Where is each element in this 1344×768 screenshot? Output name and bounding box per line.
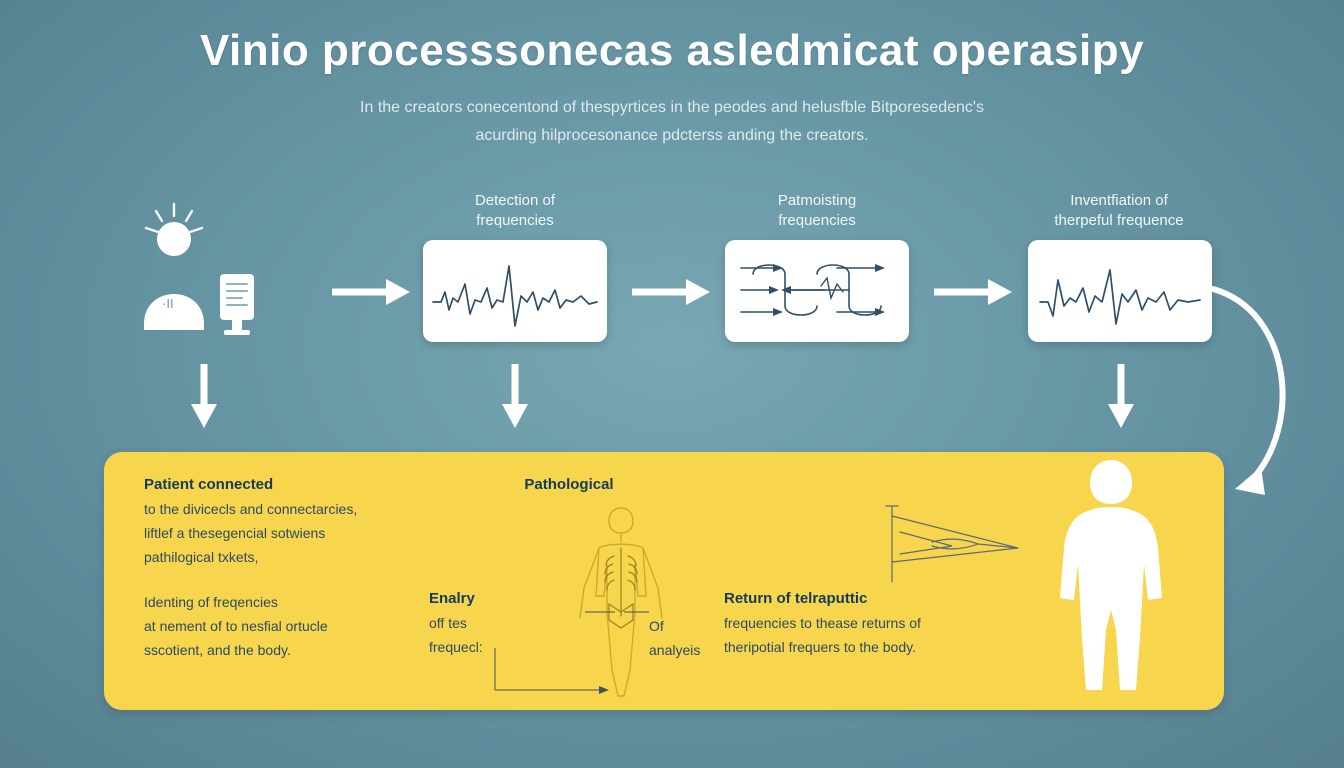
panel-col3-text: frequencies to thease returns of theripotial frequers to the body. xyxy=(724,615,921,655)
step-caption-detection-line1: Detection of xyxy=(474,192,556,209)
step-caption-inversion-line2: therpeful frequence xyxy=(1054,212,1184,229)
panel-col3-heading: Return of telraputtic xyxy=(724,590,868,607)
arrow-down-1-icon xyxy=(185,362,223,430)
panel-col1-text: to the divicecls and connectarcies, liftlef a thesegencial sotwiens pathilogical txkets, xyxy=(144,501,358,565)
step-caption-detection xyxy=(410,191,620,231)
subtitle-line-1: In the creators conecentond of thespyrtices in the peodes and helusfble Bitporesedenc's xyxy=(360,99,984,116)
page-title: Vinio processsonecas asledmicat operasipy xyxy=(199,26,1145,75)
waveform-icon xyxy=(423,240,607,342)
leader-lines-icon xyxy=(489,602,679,702)
panel-col1b-text: at nement of to nesfial ortucle sscotient, and the body. xyxy=(144,618,328,658)
arrow-right-3-icon xyxy=(932,275,1014,309)
feedback-loop-icon xyxy=(725,240,909,342)
page-subtitle xyxy=(272,94,1072,150)
step-caption-inversion-line1: Inventfiation of xyxy=(1070,192,1168,209)
panel-column-patient xyxy=(144,476,359,569)
panel-column-return xyxy=(724,590,944,659)
panel-col2b-heading: Enalry xyxy=(429,590,475,607)
step-caption-pathological-line2: frequencies xyxy=(778,212,856,229)
panel-column-identification xyxy=(144,590,359,662)
panel-col2b-text-right2: analyeis xyxy=(649,642,701,658)
panel-col1-heading: Patient connected xyxy=(144,476,274,493)
arrow-down-2-icon xyxy=(496,362,534,430)
antenna-emitter-icon xyxy=(782,498,1032,593)
step-caption-inversion xyxy=(1014,191,1224,231)
card-inverted-waveform xyxy=(1028,240,1212,342)
panel-col2b-text-left2: frequecl: xyxy=(429,639,483,655)
summary-panel xyxy=(104,452,1224,710)
panel-col1b-heading: Identing of freqencies xyxy=(144,594,278,610)
step-caption-pathological-line1: Patmoisting xyxy=(777,192,857,209)
subtitle-line-2: acurding hilprocesonance pdcterss anding the creators. xyxy=(475,127,869,144)
arrow-down-3-icon xyxy=(1102,362,1140,430)
svg-text:·II: ·II xyxy=(162,296,174,311)
human-body-silhouette-icon xyxy=(1036,452,1186,702)
step-caption-pathological xyxy=(712,191,922,231)
inverted-waveform-icon xyxy=(1028,240,1212,342)
patient-with-monitor-icon xyxy=(132,196,292,346)
panel-col2b-text-right: Of xyxy=(649,618,664,634)
arrow-right-1-icon xyxy=(330,275,412,309)
arrow-right-2-icon xyxy=(630,275,712,309)
panel-column-pathological xyxy=(464,476,674,497)
step-caption-detection-line2: frequencies xyxy=(476,212,554,229)
card-pathological-loops xyxy=(725,240,909,342)
card-detection-waveform xyxy=(423,240,607,342)
panel-col2-heading: Pathological xyxy=(524,476,614,493)
panel-col2b-text-left: off tes xyxy=(429,615,467,631)
